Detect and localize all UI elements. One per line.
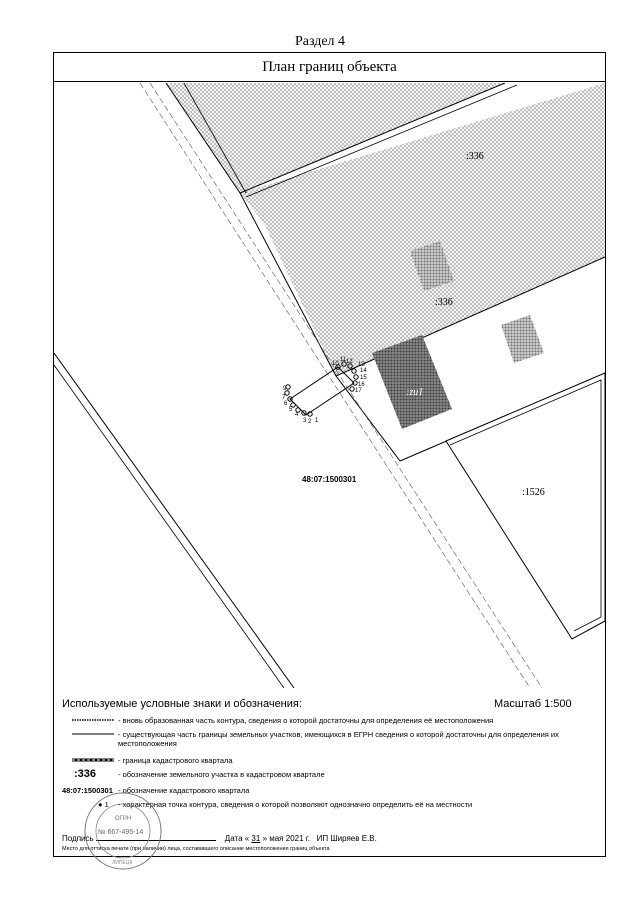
legend-symbol-parcel: :336 [74,768,97,780]
point-label: 9 [283,386,287,392]
legend-item: - граница кадастрового квартала [62,756,598,766]
scale-label: Масштаб 1:500 [494,698,572,710]
point-label: 7 [282,395,286,401]
point-label: 5 [289,407,293,413]
point-label: 16 [358,382,365,388]
legend-item: ● 1 - характерная точка контура, сведения о которой позволяют однозначно определить её на местности [62,800,598,809]
legend-symbol-point: ● 1 [98,800,109,809]
point-label: 1 [315,418,319,424]
legend-item: - вновь образованная часть контура, сведения о которой достаточны для определения её местоположения [62,716,598,726]
point-label: 2 [308,419,312,425]
legend-symbol-quarter: 48:07:1500301 [62,786,113,795]
new-contour [290,367,354,415]
point-label: 3 [303,418,307,424]
quarter-label: 48:07:1500301 [302,475,357,484]
date-label: Дата « [224,834,250,843]
point-label: 12 [346,359,353,365]
legend-symbol-new-contour [62,716,118,726]
parcel-label: :1526 [522,487,545,498]
svg-text::zu1: :zu1 [406,387,424,398]
boundary-plan-map [54,83,605,688]
plan-title: План границ объекта [53,52,606,82]
section-title: Раздел 4 [294,34,346,49]
legend-item: 48:07:1500301 - обозначение кадастрового квартала [62,786,250,795]
legend-symbol-quarter-boundary [62,756,118,766]
parcel-label: :336 [466,151,484,162]
date-month-year: » мая 2021 г. [262,834,310,843]
point-label: 15 [360,375,367,381]
point-label: 13 [358,362,365,368]
svg-text:№ 667-495-14: № 667-495-14 [98,829,144,836]
legend-item: - существующая часть границы земельных участков, имеющихся в ЕГРН сведения о которой достаточны для определения их местоположения [62,730,598,748]
building-main [372,335,452,429]
legend-item: :336 - обозначение земельного участка в кадастровом квартале [62,770,598,779]
svg-text:ОГРН: ОГРН [115,816,132,822]
stamp-place-note: Место для оттиска печати (при наличии) лица, составившего описание местоположения границ объекта [62,846,330,852]
point-label: 4 [295,412,299,418]
point-label: 6 [284,401,288,407]
surveyor-name: ИП Ширяев Е.В. [316,834,377,843]
parcel-label: :336 [435,297,453,308]
point-label: 14 [360,368,367,374]
building [501,315,544,363]
svg-text:ЛИПЕЦК: ЛИПЕЦК [112,860,133,866]
date-day: 31 [251,834,261,843]
road-edge [54,353,294,688]
signature-label: Подпись [62,834,94,843]
point-label: 17 [355,388,362,394]
road-edge [54,365,284,688]
point-label: 10 [332,361,339,367]
point-label: 11 [340,357,347,363]
legend-heading: Используемые условные знаки и обозначения: [62,698,302,710]
legend-symbol-existing-boundary [62,730,118,740]
stamp-seal [82,790,164,872]
